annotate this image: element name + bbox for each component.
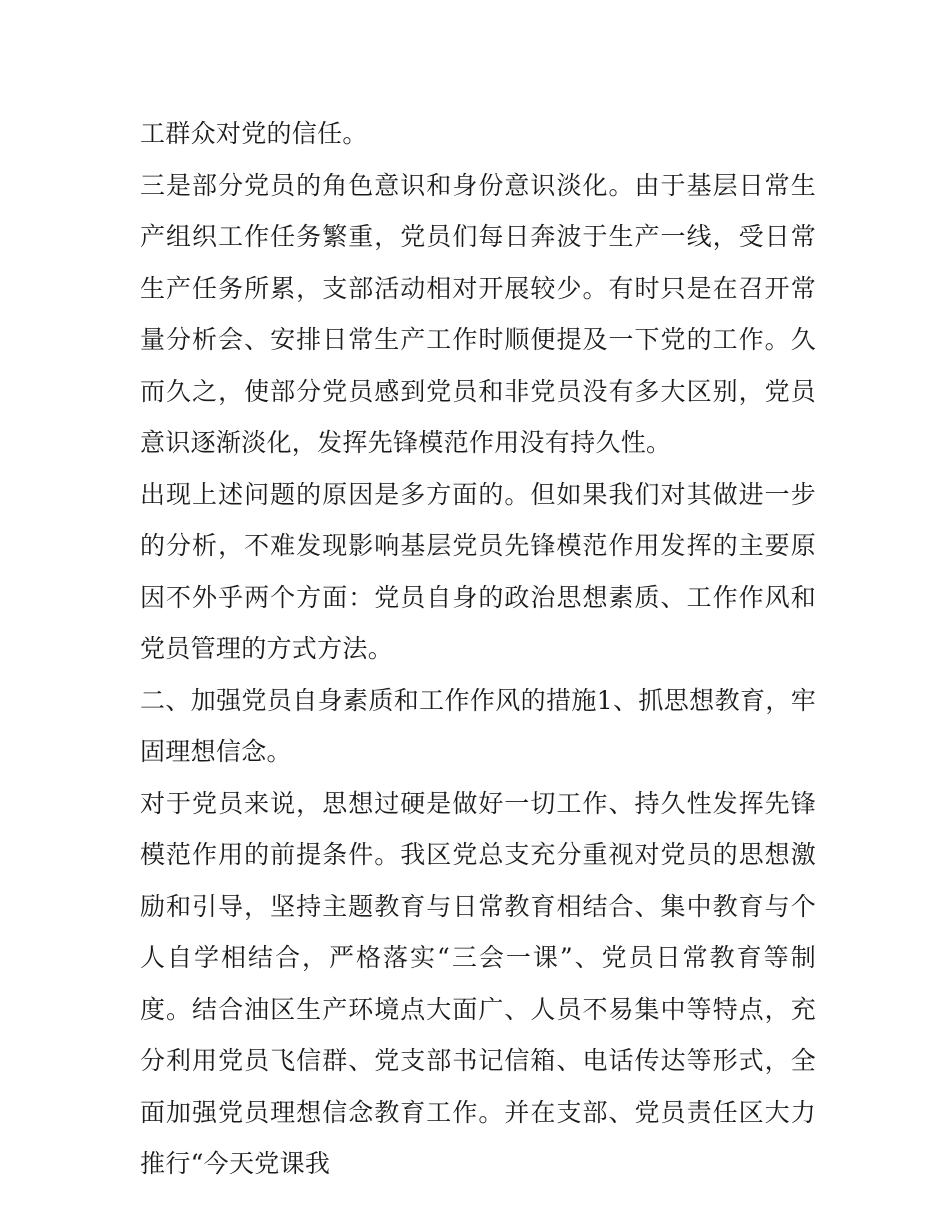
section-heading-measures: 二、加强党员自身素质和工作作风的措施1、抓思想教育，牢固理想信念。 [140, 685, 816, 766]
paragraph-ideological-education: 对于党员来说，思想过硬是做好一切工作、持久性发挥先锋模范作用的前提条件。我区党总支充分重视对党员的思想激励和引导，坚持主题教育与日常教育相结合、集中教育与个人自学相结合，严格落实“三会一课”、党员日常教育等制度。结合油区生产环境点大面广、人员不易集中等特点，充分利用党员飞信群、党支部书记信箱、电话传达等形式，全面加强党员理想信念教育工作。并在支部、党员责任区大力推行“今天党课我 [140, 788, 816, 1178]
document-body [140, 108, 816, 1190]
paragraph-role-awareness: 三是部分党员的角色意识和身份意识淡化。由于基层日常生产组织工作任务繁重，党员们每日奔波于生产一线，受日常生产任务所累，支部活动相对开展较少。有时只是在召开常量分析会、安排日常生产工作时顺便提及一下党的工作。久而久之，使部分党员感到党员和非党员没有多大区别，党员意识逐渐淡化，发挥先锋模范作用没有持久性。 [140, 170, 816, 457]
paragraph-continuation: 工群众对党的信任。 [140, 119, 368, 148]
paragraph-causes: 出现上述问题的原因是多方面的。但如果我们对其做进一步的分析，不难发现影响基层党员先锋模范作用发挥的主要原因不外乎两个方面：党员自身的政治思想素质、工作作风和党员管理的方式方法。 [140, 479, 816, 663]
